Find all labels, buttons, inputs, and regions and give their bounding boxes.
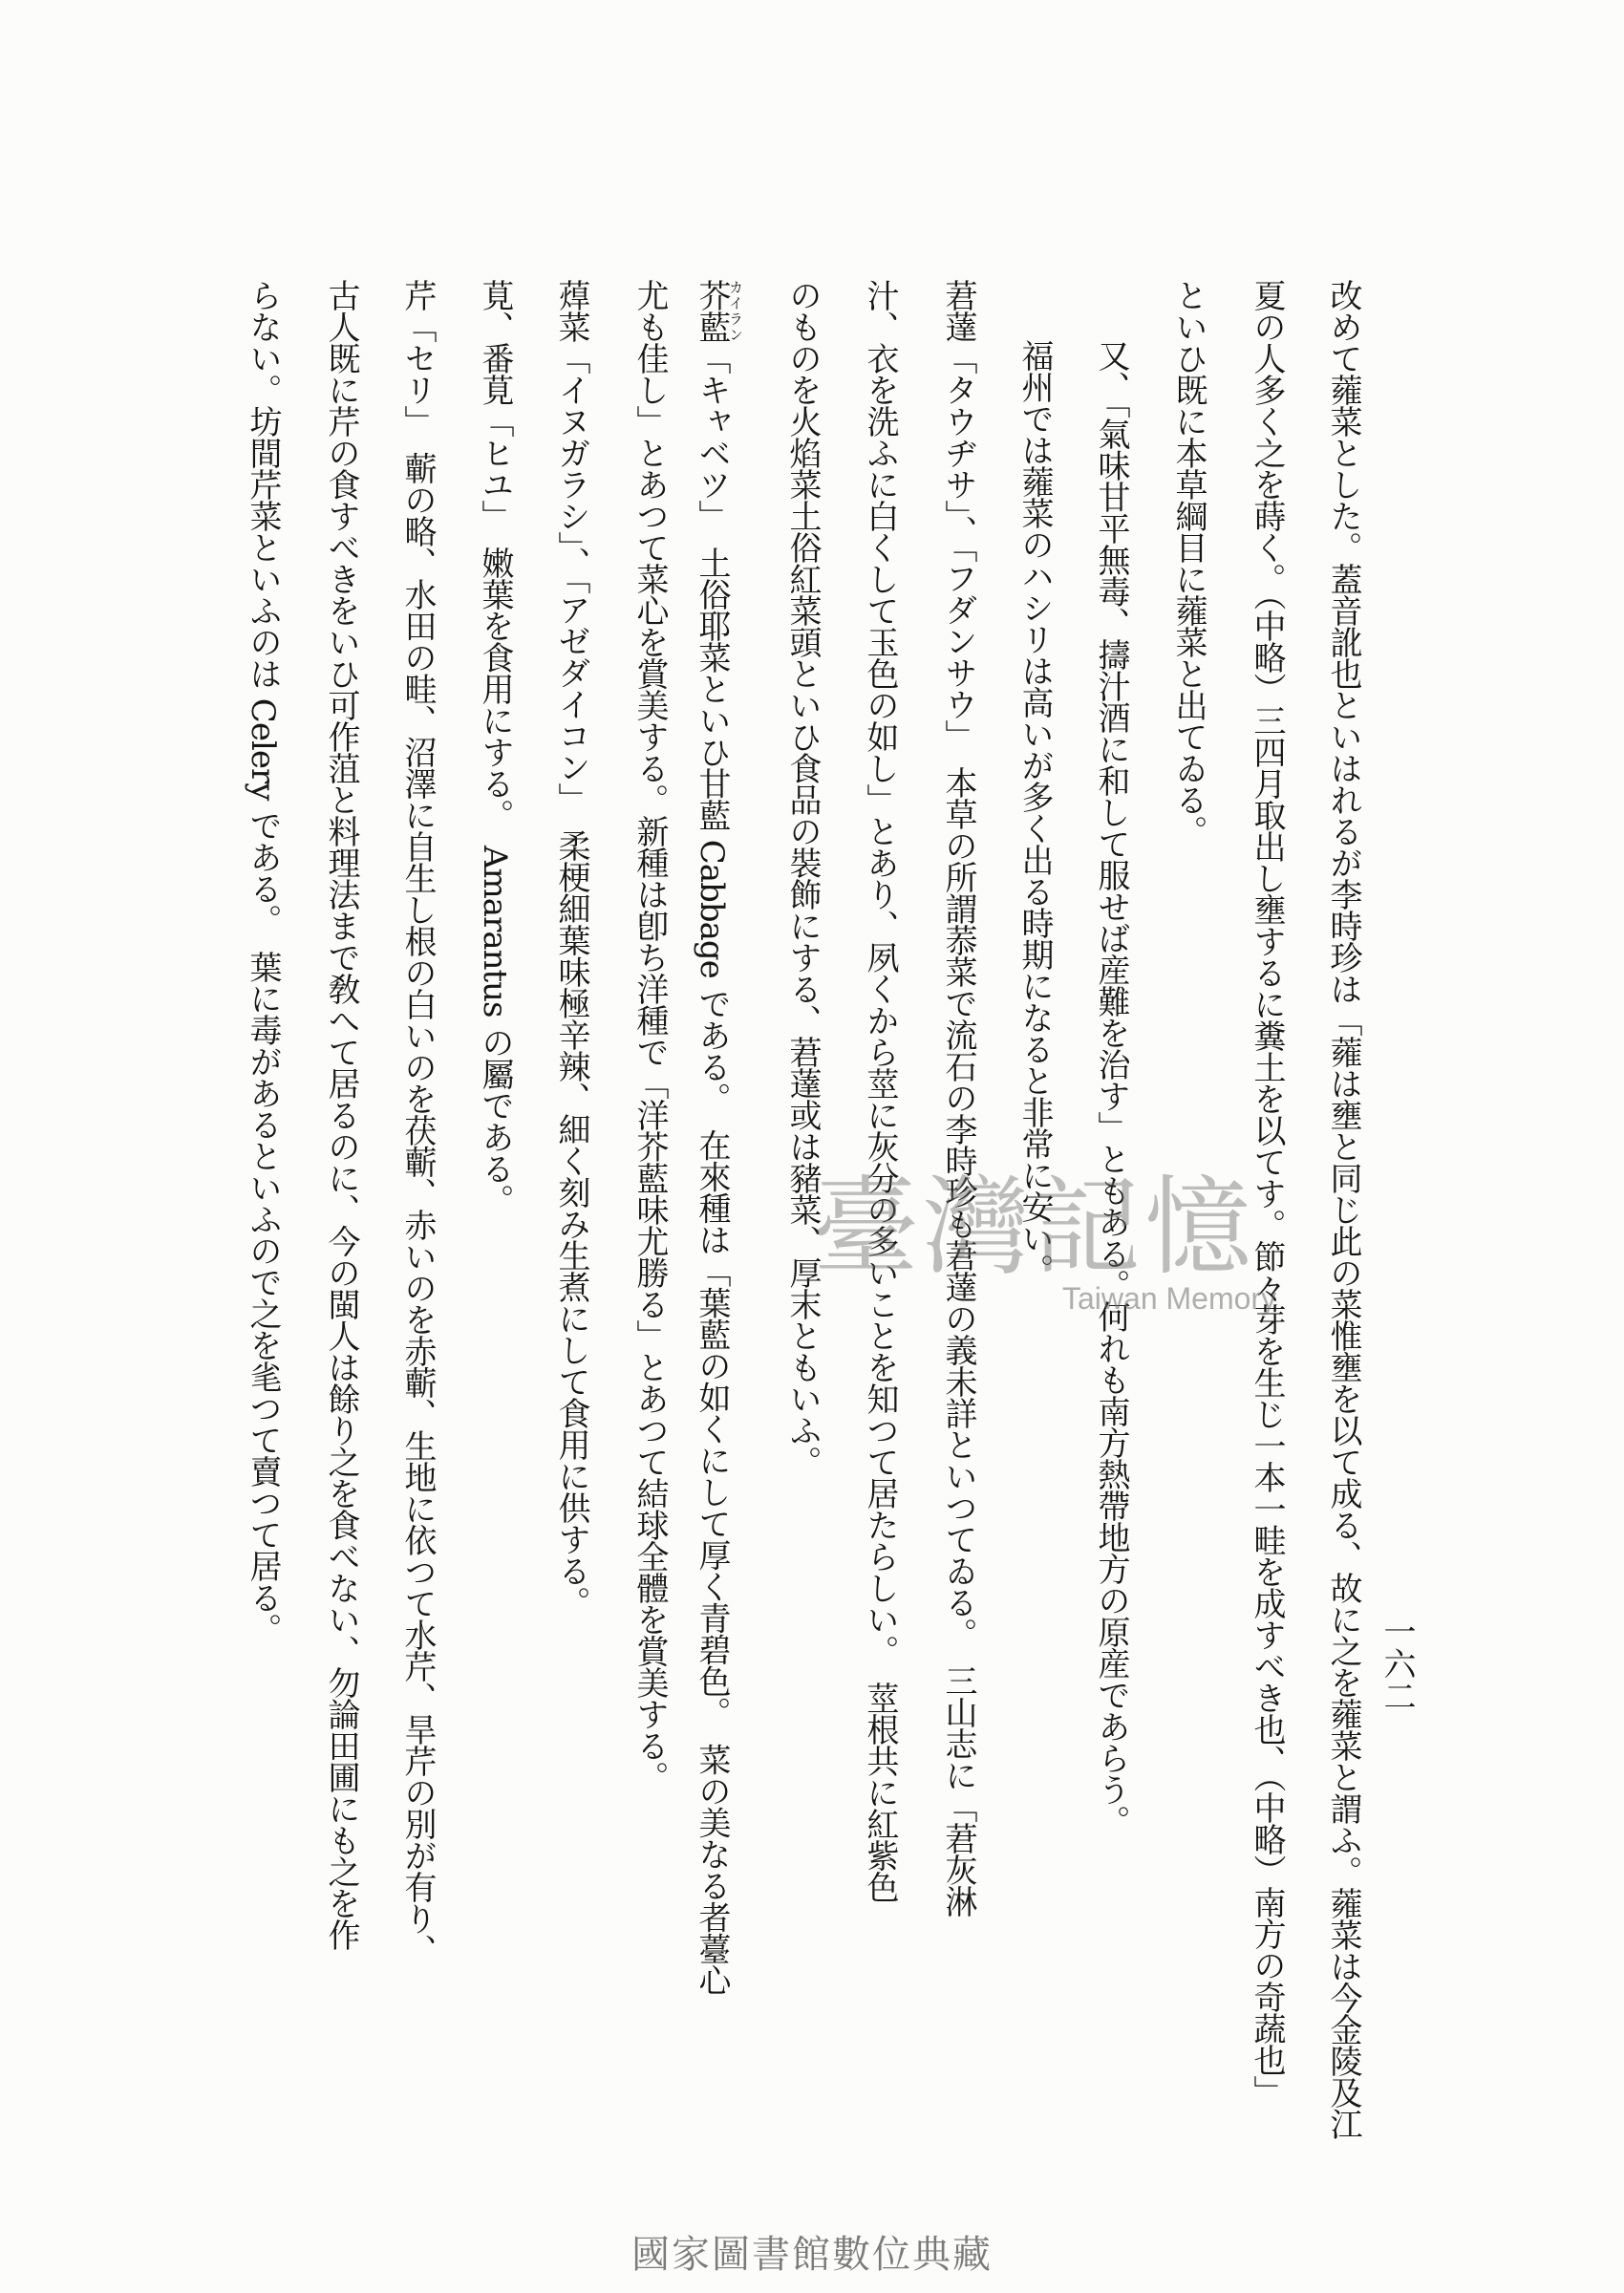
text-column: 又、「氣味甘平無毒、擣汁酒に和して服せば産難を治す」ともある。何れも南方熱帶地方の原産であらう。: [1092, 339, 1130, 1836]
text-column: 蔊菜「イヌガラシ」、「アゼダイコン」 柔梗細葉味極辛辣、細く刻み生煮にして食用に供する。: [552, 279, 590, 1618]
text-column-body: 「キャベツ」 土俗耶菜といひ甘藍 Cabbage である。 在來種は「葉藍の如くにして厚く青碧色。 菜の美なる者薹心: [693, 342, 731, 1996]
text-column: [693, 279, 744, 2199]
text-column: 汁、衣を洗ふに白くして玉色の如し」とあり、夙くから莖に灰分の多いことを知つて居たらしい。 莖根共に紅紫色: [861, 279, 899, 1902]
watermark-logo-subtitle: Taiwan Memory: [1062, 1281, 1277, 1316]
collection-footer: 國家圖書館數位典藏: [631, 2233, 993, 2277]
text-column: らない。坊間芹菜といふのは Celery である。 葉に毒があるといふので之を毟つて賣つて居る。: [244, 279, 282, 1645]
text-column: 改めて蕹菜とした。蓋音訛也といはれるが李時珍は「蕹は壅と同じ此の菜惟壅を以て成る、故に之を蕹菜と謂ふ。蕹菜は今金陵及江: [1324, 279, 1362, 2139]
text-column: のものを火焰菜土俗紅菜頭といひ食品の裝飾にする、莙薘或は豬菜、厚末ともいふ。: [783, 279, 822, 1477]
text-column: 福州では蕹菜のハシリは高いが多く出る時期になると非常に安い。: [1015, 339, 1054, 1285]
ruby-gloss: [693, 279, 744, 342]
ruby-reading: カイラン: [727, 279, 744, 342]
text-column: 芹「セリ」 蘄の略、水田の畦、沼澤に自生し根の白いのを茯蘄、赤いのを赤蘄、生地に依つて水芹、旱芹の別が有り、: [398, 279, 437, 1965]
page-number: 一六二: [1378, 1615, 1416, 1712]
ruby-base: 芥藍: [693, 279, 731, 342]
text-column: 夏の人多く之を蒔く。（中略）三四月取出し壅するに糞土を以てす。節々芽を生じ一本一畦を成すべき也、（中略）南方の奇蔬也」: [1248, 279, 1286, 2107]
text-column: 古人既に芹の食すべきをいひ可作菹と料理法まで敎へて居るのに、今の閩人は餘り之を食べない、勿論田圃にも之を作: [322, 279, 360, 1950]
text-column: 尤も佳し」とあつて菜心を賞美する。新種は卽ち洋種で「洋芥藍味尤勝る」とあつて結球全體を賞美する。: [630, 279, 669, 1792]
text-column: 莧、番莧「ヒユ」 嫩葉を食用にする。 Amarantus の屬である。: [476, 279, 514, 1216]
watermark-logo-text: 臺灣記憶: [812, 1166, 1255, 1290]
text-column: といひ既に本草綱目に蕹菜と出てゐる。: [1169, 279, 1207, 846]
text-column: 莙薘「タウヂサ」、「フダンサウ」 本草の所謂菾菜で流石の李時珍も莙薘の義未詳といつてゐる。 三山志に「莙灰淋: [939, 279, 977, 1917]
